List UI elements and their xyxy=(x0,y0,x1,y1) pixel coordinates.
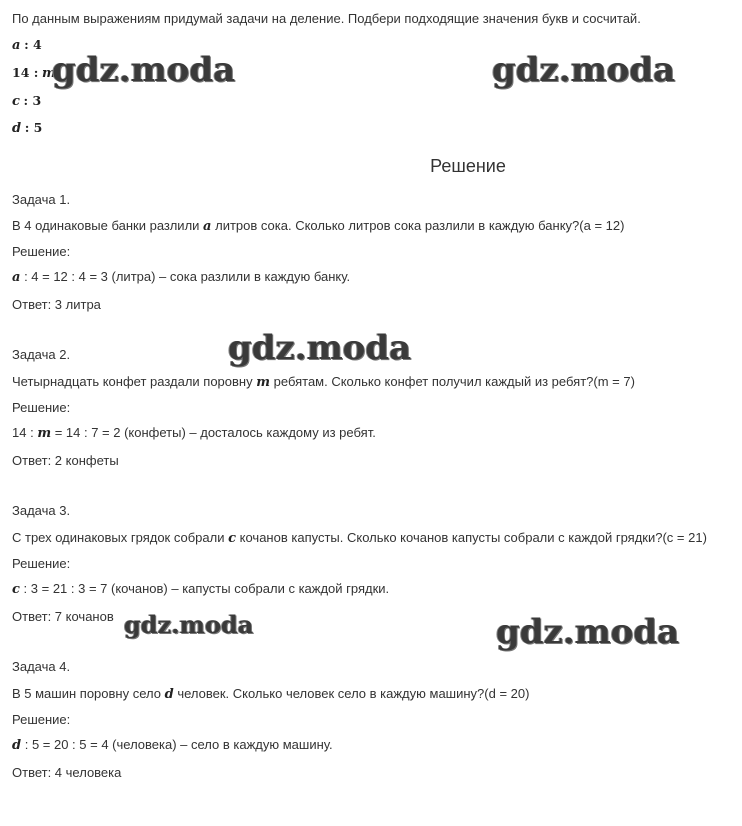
expression-pre: 14 : xyxy=(12,65,39,80)
task-4-text xyxy=(12,685,529,704)
expression-rest: : 5 xyxy=(24,120,43,135)
task-2-solution-label: Решение: xyxy=(12,400,71,415)
task-text-part: Четырнадцать конфет раздали поровну xyxy=(12,374,253,389)
expression-variable: m xyxy=(42,66,56,81)
task-4-answer: Ответ: 4 человека xyxy=(12,765,122,780)
solution-text: = 14 : 7 = 2 (конфеты) – досталось каждому из ребят. xyxy=(54,425,376,440)
solution-text: : 5 = 20 : 5 = 4 (человека) – село в каждую машину. xyxy=(24,737,333,752)
solution-variable: d xyxy=(12,738,22,753)
task-text-part: С трех одинаковых грядок собрали xyxy=(12,530,225,545)
task-4-title: Задача 4. xyxy=(12,659,71,674)
task-text-part: ребятам. Сколько конфет получил каждый из ребят?(m = 7) xyxy=(273,374,635,389)
task-4-solution xyxy=(12,736,333,755)
solution-variable: a xyxy=(12,270,21,285)
task-2-title: Задача 2. xyxy=(12,347,71,362)
solution-pre: 14 : xyxy=(12,425,34,440)
watermark: gdz.moda xyxy=(228,328,412,368)
intro-text: По данным выражениям придумай задачи на деление. Подбери подходящие значения букв и сосчитай. xyxy=(12,11,641,26)
solution-text: : 4 = 12 : 4 = 3 (литра) – сока разлили в каждую банку. xyxy=(24,269,351,284)
task-1-solution xyxy=(12,268,350,287)
watermark: gdz.moda xyxy=(496,612,680,652)
expression-variable: d xyxy=(12,121,22,136)
task-2-text xyxy=(12,373,635,392)
watermark: gdz.moda xyxy=(124,610,254,639)
task-3-solution-label: Решение: xyxy=(12,556,71,571)
task-text-part: человек. Сколько человек село в каждую машину?(d = 20) xyxy=(177,686,530,701)
task-3-title: Задача 3. xyxy=(12,503,71,518)
solution-heading: Решение xyxy=(430,156,506,176)
solution-variable: m xyxy=(37,426,52,441)
expression-variable: a xyxy=(12,38,21,53)
task-3-solution xyxy=(12,580,389,599)
task-text-part: литров сока. Сколько литров сока разлили в каждую банку?(a = 12) xyxy=(215,218,625,233)
task-1-solution-label: Решение: xyxy=(12,244,71,259)
task-variable: d xyxy=(164,687,174,702)
expression-rest: : 4 xyxy=(24,37,42,52)
watermark: gdz.moda xyxy=(492,50,676,90)
task-4-solution-label: Решение: xyxy=(12,712,71,727)
expression-variable: c xyxy=(12,94,20,109)
expression-2 xyxy=(12,64,56,83)
solution-variable: c xyxy=(12,582,20,597)
expression-1 xyxy=(12,36,42,55)
task-2-solution xyxy=(12,424,376,443)
task-text-part: кочанов капусты. Сколько кочанов капусты собрали с каждой грядки?(c = 21) xyxy=(239,530,707,545)
task-variable: c xyxy=(228,531,237,546)
task-text-part: В 4 одинаковые банки разлили xyxy=(12,218,200,233)
task-1-answer: Ответ: 3 литра xyxy=(12,297,101,312)
solution-text: : 3 = 21 : 3 = 7 (кочанов) – капусты собрали с каждой грядки. xyxy=(23,581,390,596)
task-variable: m xyxy=(256,375,270,390)
task-3-answer: Ответ: 7 кочанов xyxy=(12,609,114,624)
task-text-part: В 5 машин поровну село xyxy=(12,686,161,701)
task-1-text xyxy=(12,217,624,236)
expression-rest: : 3 xyxy=(23,93,42,108)
expression-4 xyxy=(12,119,42,138)
task-1-title: Задача 1. xyxy=(12,192,71,207)
task-variable: a xyxy=(203,219,212,234)
task-2-answer: Ответ: 2 конфеты xyxy=(12,453,119,468)
expression-3 xyxy=(12,92,41,111)
watermark: gdz.moda xyxy=(52,50,236,90)
task-3-text xyxy=(12,529,707,548)
